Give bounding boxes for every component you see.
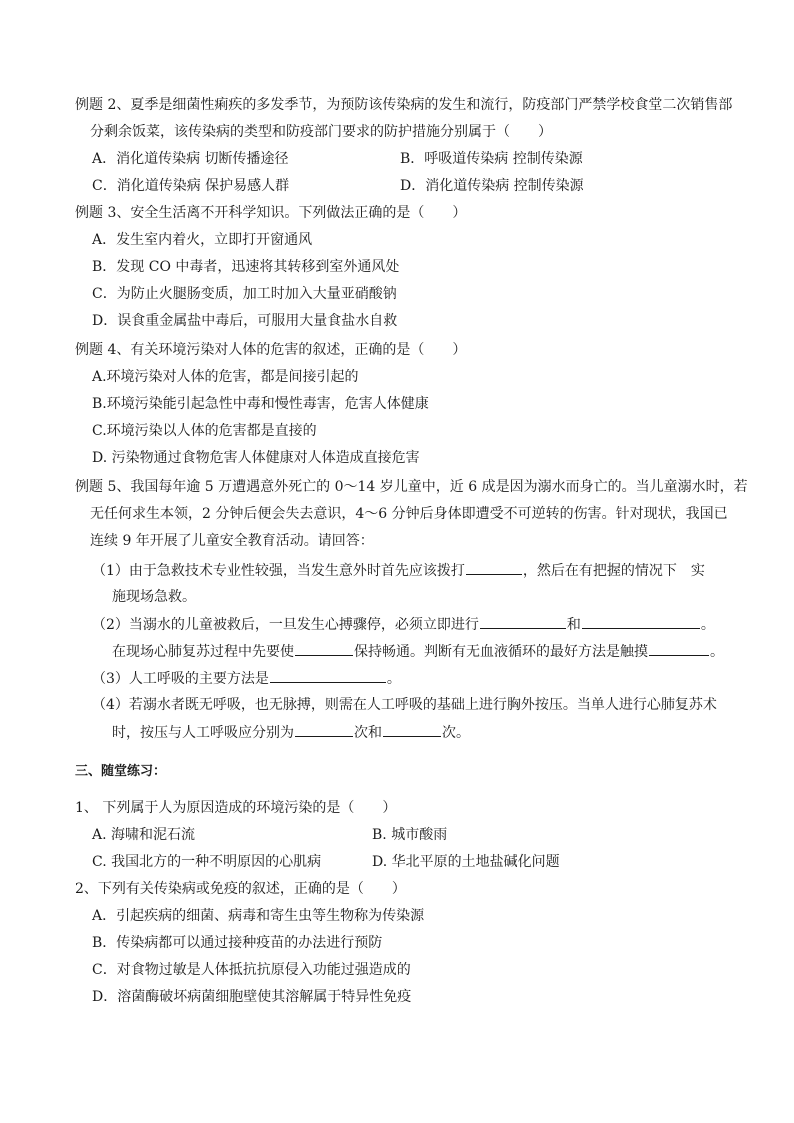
q5-part3-line xyxy=(92,668,401,688)
section-title: 三、随堂练习： xyxy=(75,764,167,779)
q4-option-a: A.环境污染对人体的危害，都是间接引起的 xyxy=(92,369,359,385)
answer-blank-airway[interactable] xyxy=(295,641,353,656)
q3-option-c: C．为防止火腿肠变质，加工时加入大量亚硝酸钠 xyxy=(92,286,397,302)
ex2-option-b: B．传染病都可以通过接种疫苗的办法进行预防 xyxy=(92,935,383,951)
q5-stem-line2: 无任何求生本领，2 分钟后便会失去意识，4～6 分钟后身体即遭受不可逆转的伤害。针对现状，我国已 xyxy=(90,506,728,522)
q5-part4-tail: 次。 xyxy=(442,725,470,741)
q5-part2-text-2: 在现场心肺复苏过程中先要使 xyxy=(112,644,294,660)
q5-part2-line2 xyxy=(112,641,724,661)
ex1-option-c: C. 我国北方的一种不明原因的心肌病 xyxy=(92,854,322,870)
q5-part2-line1 xyxy=(92,614,715,634)
ex1-option-b: B. 城市酸雨 xyxy=(372,827,448,843)
q5-stem-line1: 例题 5、我国每年逾 5 万遭遇意外死亡的 0～14 岁儿童中，近 6 成是因为溺水而身亡的。当儿童溺水时，若 xyxy=(75,479,748,495)
q5-part1-line1 xyxy=(92,560,705,580)
q2-option-a: A．消化道传染病 切断传播途径 xyxy=(92,151,289,167)
q4-option-c: C.环境污染以人体的危害都是直接的 xyxy=(92,423,317,439)
ex2-option-a: A．引起疾病的细菌、病毒和寄生虫等生物称为传染源 xyxy=(92,908,425,924)
q3-stem: 例题 3、安全生活离不开科学知识。下列做法正确的是（ ） xyxy=(75,205,467,221)
answer-blank-compressions[interactable] xyxy=(295,722,353,737)
answer-blank-first-aid-2[interactable] xyxy=(582,614,700,629)
answer-blank-breaths[interactable] xyxy=(383,722,441,737)
q5-stem-line3: 连续 9 年开展了儿童安全教育活动。请回答： xyxy=(90,533,374,549)
q3-option-a: A．发生室内着火，立即打开窗通风 xyxy=(92,232,313,248)
ex1-option-a: A. 海啸和泥石流 xyxy=(92,827,196,843)
q5-part2-text: （2）当溺水的儿童被救后，一旦发生心搏骤停，必须立即进行 xyxy=(92,617,479,633)
q2-option-c: C．消化道传染病 保护易感人群 xyxy=(92,178,290,194)
q4-option-b: B.环境污染能引起急性中毒和慢性毒害，危害人体健康 xyxy=(92,396,429,412)
q2-stem-line2: 分剩余饭菜，该传染病的类型和防疫部门要求的防护措施分别属于（ ） xyxy=(90,124,552,140)
q5-part4-and: 次和 xyxy=(354,725,382,741)
q5-part1-text-tail: ，然后在有把握的情况下 实 xyxy=(522,563,705,579)
q4-option-d: D. 污染物通过食物危害人体健康对人体造成直接危害 xyxy=(92,450,420,466)
q5-part4-line2 xyxy=(112,722,470,742)
q5-part2-period: 。 xyxy=(700,617,715,633)
ex2-stem: 2、下列有关传染病或免疫的叙述，正确的是（ ） xyxy=(75,881,406,897)
ex1-stem: 1、 下列属于人为原因造成的环境污染的是（ ） xyxy=(75,800,397,816)
answer-blank-pulse[interactable] xyxy=(649,641,709,656)
q5-part1-text: （1）由于急救技术专业性较强，当发生意外时首先应该拨打 xyxy=(92,563,465,579)
answer-blank-first-aid-1[interactable] xyxy=(480,614,566,629)
q2-stem-line1: 例题 2、夏季是细菌性痢疾的多发季节，为预防该传染病的发生和流行，防疫部门严禁学校食堂二次销售部 xyxy=(75,97,733,113)
q3-option-d: D．误食重金属盐中毒后，可服用大量食盐水自救 xyxy=(92,313,398,329)
q5-part2-period-2: 。 xyxy=(710,644,724,660)
q5-part1-line2: 施现场急救。 xyxy=(112,589,196,605)
q5-part2-text-3: 保持畅通。判断有无血液循环的最好方法是触摸 xyxy=(354,644,648,660)
q2-option-d: D．消化道传染病 控制传染源 xyxy=(400,178,584,194)
q5-part3-period: 。 xyxy=(386,671,401,687)
q3-option-b: B．发现 CO 中毒者，迅速将其转移到室外通风处 xyxy=(92,259,400,275)
q5-part3-text: （3）人工呼吸的主要方法是 xyxy=(92,671,269,687)
q4-stem: 例题 4、有关环境污染对人体的危害的叙述，正确的是（ ） xyxy=(75,342,467,358)
answer-blank-breathing-method[interactable] xyxy=(270,668,386,683)
q5-part2-and: 和 xyxy=(566,617,581,633)
q2-option-b: B．呼吸道传染病 控制传染源 xyxy=(400,151,583,167)
q5-part4-line1: （4）若溺水者既无呼吸，也无脉搏，则需在人工呼吸的基础上进行胸外按压。当单人进行心肺复苏术 xyxy=(92,697,717,713)
answer-blank-emergency-number[interactable] xyxy=(466,560,522,575)
ex2-option-c: C．对食物过敏是人体抵抗抗原侵入功能过强造成的 xyxy=(92,962,411,978)
q5-part4-text: 时，按压与人工呼吸应分别为 xyxy=(112,725,294,741)
ex2-option-d: D．溶菌酶破坏病菌细胞壁使其溶解属于特异性免疫 xyxy=(92,989,412,1005)
ex1-option-d: D. 华北平原的土地盐碱化问题 xyxy=(372,854,560,870)
